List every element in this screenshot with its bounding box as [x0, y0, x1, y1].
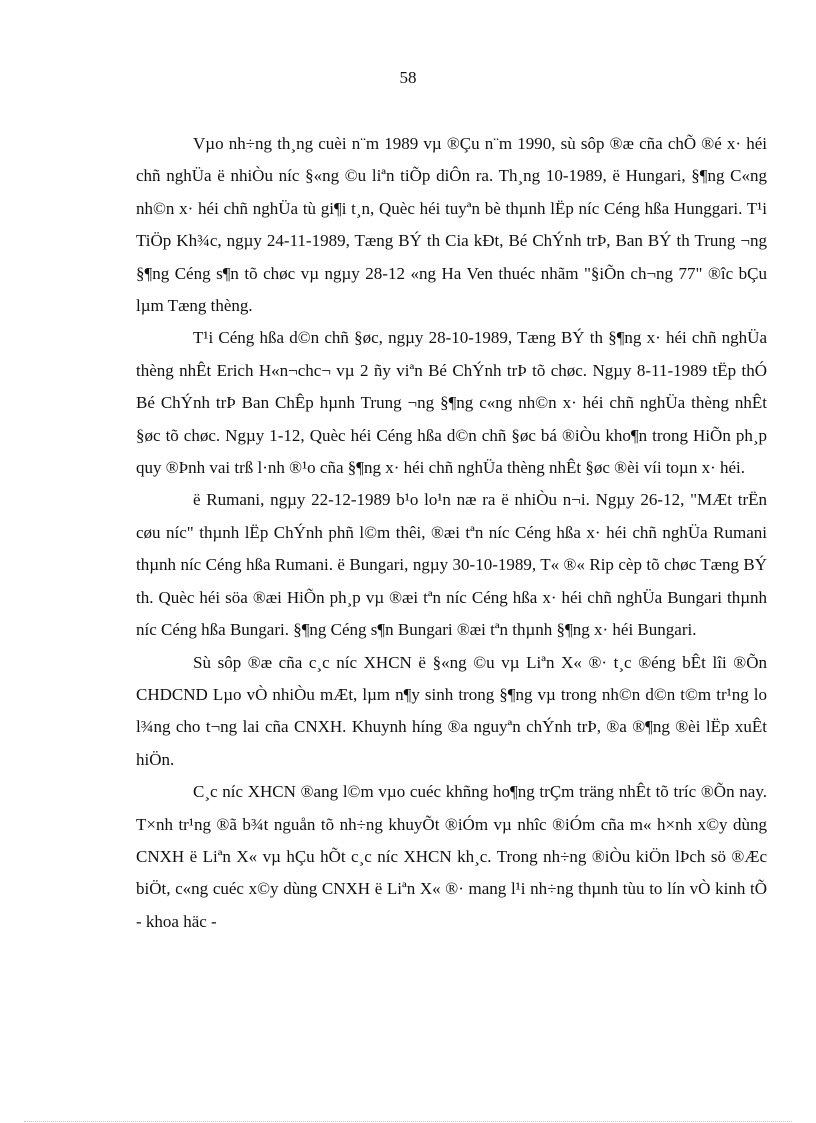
page-number: 58 — [399, 68, 417, 87]
paragraph: ë Rumani, ngµy 22-12-1989 b¹o lo¹n næ ra ë nhiÒu n¬i. Ngµy 26-12, "MÆt trËn cøu níc" thµnh lËp ChÝnh phñ l©m thêi, ®æi tªn níc Céng hßa x· héi chñ nghÜa Rumani thµnh níc Céng hßa Rumani. ë Bungari, ngµy 30-10-1989, T« ®« Rip cèp tõ chøc Tæng BÝ th. Quèc héi söa ®æi HiÕn ph¸p vµ ®æi tªn níc Céng hßa x· héi chñ nghÜa Bungari thµnh níc Céng hßa Bungari. §¶ng Céng s¶n Bungari ®æi tªn thµnh §¶ng x· héi Bungari. — [136, 490, 767, 640]
paragraph: Vµo nh÷ng th¸ng cuèi n¨m 1989 vµ ®Çu n¨m 1990, sù sôp ®æ cña chÕ ®é x· héi chñ nghÜa ë nhiÒu níc §«ng ©u liªn tiÕp diÔn ra. Th¸ng 10-1989, ë Hungari, §¶ng C«ng nh©n x· héi chñ nghÜa tù gi¶i t¸n, Quèc héi tuyªn bè thµnh lËp níc Céng hßa Hunggari. T¹i TiÖp Kh¾c, ngµy 24-11-1989, Tæng BÝ th Cia kÐt, Bé ChÝnh trÞ, Ban BÝ th Trung ¬ng §¶ng Céng s¶n tõ chøc vµ ngµy 28-12 «ng Ha Ven thuéc nhãm "§iÕn ch¬ng 77" ®îc bÇu lµm Tæng thèng. — [136, 134, 767, 316]
paragraph: Sù sôp ®æ cña c¸c níc XHCN ë §«ng ©u vµ Liªn X« ®· t¸c ®éng bÊt lîi ®Õn CHDCND Lµo vÒ nhiÒu mÆt, lµm n¶y sinh trong §¶ng vµ trong nh©n d©n t©m tr¹ng lo l¾ng cho t¬ng lai cña CNXH. Khuynh híng ®a nguyªn chÝnh trÞ, ®a ®¶ng ®èi lËp xuÊt hiÖn. — [136, 652, 767, 769]
page-bottom-dotted-rule — [24, 1121, 792, 1122]
paragraph: C¸c níc XHCN ®ang l©m vµo cuéc khñng ho¶ng trÇm träng nhÊt tõ tríc ®Õn nay. T×nh tr¹ng ®ã b¾t nguån tõ nh÷ng khuyÕt ®iÓm vµ nhîc ®iÓm cña m« h×nh x©y dùng CNXH ë Liªn X« vµ hÇu hÕt c¸c níc XHCN kh¸c. Trong nh÷ng ®iÒu kiÖn lÞch sö ®Æc biÖt, c«ng cuéc x©y dùng CNXH ë Liªn X« ®· mang l¹i nh÷ng thµnh tùu to lín vÒ kinh tÕ - khoa häc - — [136, 782, 767, 931]
body-text — [136, 128, 767, 938]
paragraph: T¹i Céng hßa d©n chñ §øc, ngµy 28-10-1989, Tæng BÝ th §¶ng x· héi chñ nghÜa thèng nhÊt Erich H«n¬chc¬ vµ 2 ñy viªn Bé ChÝnh trÞ tõ chøc. Ngµy 8-11-1989 tËp thÓ Bé ChÝnh trÞ Ban ChÊp hµnh Trung ¬ng §¶ng c«ng nh©n x· héi chñ nghÜa thèng nhÊt §øc tõ chøc. Ngµy 1-12, Quèc héi Céng hßa d©n chñ §øc bá ®iÒu kho¶n trong HiÕn ph¸p quy ®Þnh vai trß l·nh ®¹o cña §¶ng x· héi chñ nghÜa thèng nhÊt §øc ®èi víi toµn x· héi. — [136, 328, 767, 478]
